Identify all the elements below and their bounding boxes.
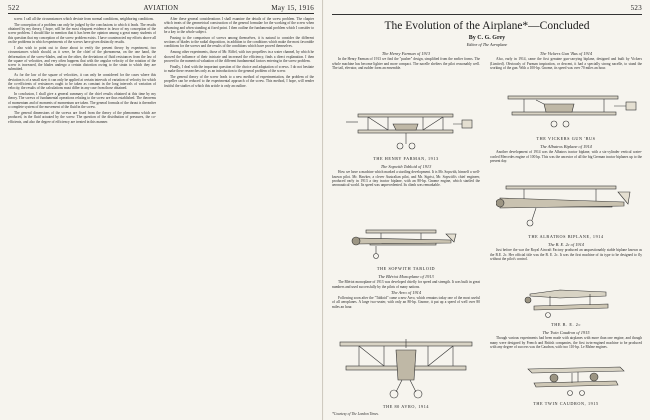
right-header-rule <box>332 14 642 15</box>
be2c-figure <box>520 284 616 320</box>
section-vickers <box>490 50 642 88</box>
section-text: How we have a machine which marked a startling development. It is Mr. Sopwith, himself a well-known pilot. Mr. Hawker, a clever Australian pilot, and Mr. Sigrist, Mr. Sopwith's chief engineer, produced early in 1913 a tiny tractor biplane, with an 80-hp. Gnome engine, which startled the aeronautical world. Its speed was unprecedented. Its climb was remarkable. <box>332 170 480 188</box>
section-sopwith <box>332 163 480 221</box>
paragraph: Among other experiments, those of Mr. Riffel, with two propellers in a water channel, by which he showed the influence of their intricate and increased the efficiency, finds a direct explanation. I then proceed to the numerical valuation of the different fundamental factors entering in the screw problem. <box>164 50 314 63</box>
paragraph: The general theory of the screw leads to a new method of experimentation, the problem of the propeller can be reduced to the experimental approach of the screw. This method, I hope, will render fruitful the studies of which this article is only an outline. <box>164 74 314 88</box>
albatros-figure <box>496 180 636 232</box>
section-heading: The Henry Farman of 1913 <box>381 51 431 56</box>
section-twin-caudron <box>490 329 642 363</box>
left-header-rule <box>8 13 314 14</box>
section-text: Also, early in 1914, came the first genuine gun-carrying biplane, designed and built by Vickers (Limited). Obviously of Farman inspiration, or descent, it had a specially strong nacelle, to stand the working of the gun. With a 100-hp. Gnome, its speed was over 70 miles an hour. <box>490 57 642 70</box>
left-column-2 <box>164 17 314 417</box>
section-be2c <box>490 241 642 281</box>
left-date: May 15, 1916 <box>271 4 314 12</box>
article-editor-line: Editor of The Aeroplane <box>466 42 508 47</box>
section-heading: The Albatros Biplane of 1914 <box>540 144 592 149</box>
paragraph: I also wish to point out to those about to verify the present theory by experiment, two circumstances which should, as it were, be the chief of the phenomena, on the one hand, the deformation of the screw-blades, and on the other, the deviations of fluid resistances from the law of the square of velocities, and very often happens that with the angular velocity of the rotation of the screw is increased, the blades undergo a certain distortion owing to the strain to which they are submitted. <box>8 45 156 72</box>
caption-avro: THE 80 AVRO, 1914 <box>382 404 430 409</box>
sopwith-tabloid-figure <box>346 222 466 264</box>
left-column-1 <box>8 17 156 417</box>
paragraph: screw. I call all the circumstances which deviate from normal conditions, neighboring conditions. <box>14 17 154 21</box>
caption-twin-caudron: THE TWIN CAUDRON, 1915 <box>533 401 599 406</box>
caption-vickers: THE VICKERS GUN 'BUS <box>536 136 596 141</box>
right-page <box>324 0 650 420</box>
henry-farman-figure <box>338 104 474 154</box>
section-heading: The Blériot Monoplane of 1913 <box>378 274 434 279</box>
paragraph: Finally, I deal with the important question of the choice and adaptation of screws. I do not hesitate to make these researches only as an introduction to the general problem of the screw. <box>164 64 314 74</box>
section-text: Another development of 1914 was the Albatros tractor biplane, with a six-cylinder vertical water-cooled Mercedes engine of 100 hp. This was the ancestor of all the big German tractor biplanes up to the present day. <box>490 150 642 163</box>
avro-figure <box>334 336 478 402</box>
paragraph: The general dimensions of the screws are fixed from the theory of the phenomena which are produced, in the fluid actuated by the screw. The question of the distribution of pressures, the co-efficients, and also the degree of efficiency are treated in this manner. <box>8 110 156 124</box>
section-bleriot-avro <box>332 273 480 333</box>
section-henry-farman <box>332 50 480 102</box>
footnote: *Courtesy of The London Times. <box>332 412 379 416</box>
vickers-figure <box>494 90 640 134</box>
article-title: The Evolution of the Airplane*—Concluded <box>384 20 590 32</box>
caption-henry-farman: THE HENRY FARMAN, 1913 <box>373 156 439 161</box>
section-text: In the Henry Farman of 1913 we find the "pusher" design, simplified from the earlier forms. The whole machine has become lighter and more compact. The nacelle shelters the pilot reasonably well. The tail, elevator, and rudder form an ensemble. <box>332 57 480 70</box>
section-text: Though various experiments had been made with airplanes with more than one engine, and though many were designed by French and British companies, the first twin-engined machine to be produced with any degree of success was the Caudron, with two 110-hp. Le Rhône engines. <box>490 336 642 349</box>
section-heading: The Sopwith Tabloid of 1913 <box>380 164 432 169</box>
caption-be2c: THE B. E. 2c <box>551 322 581 327</box>
section-text: Just before the war the Royal Aircraft Factory produced an unquestionably stable biplane known as the B.E. 2c. Her official title was the B. E. 2c. It was the first machine of its type to be designed to fly without the pilot's control. <box>490 248 642 261</box>
caption-sopwith-tabloid: THE SOPWITH TABLOID <box>376 266 436 271</box>
article-author: By C. G. Grey <box>468 35 506 41</box>
paragraph: After these general considerations I shall examine the details of the screw problem. The chapter which treats of the geometrical construction of the general formulae for the working of the screw when advancing and when standing at fixed point. I then outline the fundamental problem which I consider to be a key to the whole subject. <box>164 17 314 34</box>
paragraph: In conclusion, I shall give a general summary of the chief results obtained at this time by my theory. The screws of fundamental operations relating to the screw are thus established. The theorems of momentum and of moments of momentum are taken. The general formula of the thrust is thereafter a complete system of the movement of the fluid in the screw. <box>8 92 156 110</box>
twin-caudron-figure <box>520 363 630 399</box>
paragraph: Passing to the comparison of screws among themselves, it is natural to consider the different sections of blades to the radial disposition, in addition to the conditions which make the most favorable conditions for the screws and the results of the conditions which have proved themselves. <box>164 35 314 49</box>
caption-albatros: THE ALBATROS BIPLANE, 1914 <box>528 234 604 239</box>
section-text: Following soon after the "Tabloid" came a new Avro, which remains today one of the most useful of all aeroplanes. A large two-seater, with only an 80-hp. Gnome, it put up a speed of well over 80 miles an hour. <box>332 296 480 309</box>
left-running-title: AVIATION <box>143 4 179 12</box>
paragraph: As for the law of the square of velocities, it can only be considered for the cases where this deviation is of a small size; it can only be applied at certain intervals of variation of velocity for which the co-efficients of resistances ought to be taken as constant in the long intervals of variation of velocity, the results of the calculations must differ in any case from those obtained. <box>8 73 156 91</box>
left-page-number: 522 <box>8 4 20 12</box>
left-page <box>0 0 323 420</box>
section-heading: The Avro of 1914 <box>390 289 422 295</box>
section-heading: The Twin Caudron of 1915 <box>542 330 590 335</box>
paragraph: The conception of a problem can only be judged by the conclusions to which it leads. The results obtained by my theory, I hope, will be the most eloquent evidence in favor of my conception of the screw problem. I should like to mention that it has been the opinion among a great many students of this question that my conception of the screw problem exists. I have counteracted my efforts above all on the problems in which experiments of the screws have given distinctly results. <box>8 22 156 45</box>
section-text: The Blériot monoplane of 1913 was developed chiefly for speed and strength. It was built in great numbers and used successfully by the pilots of many nations. <box>332 280 480 289</box>
right-page-number: 523 <box>630 4 642 12</box>
section-heading: The Vickers Gun 'Bus of 1914 <box>539 51 593 56</box>
section-albatros <box>490 143 642 179</box>
section-heading: The B. E. 2c of 1914 <box>548 242 584 247</box>
